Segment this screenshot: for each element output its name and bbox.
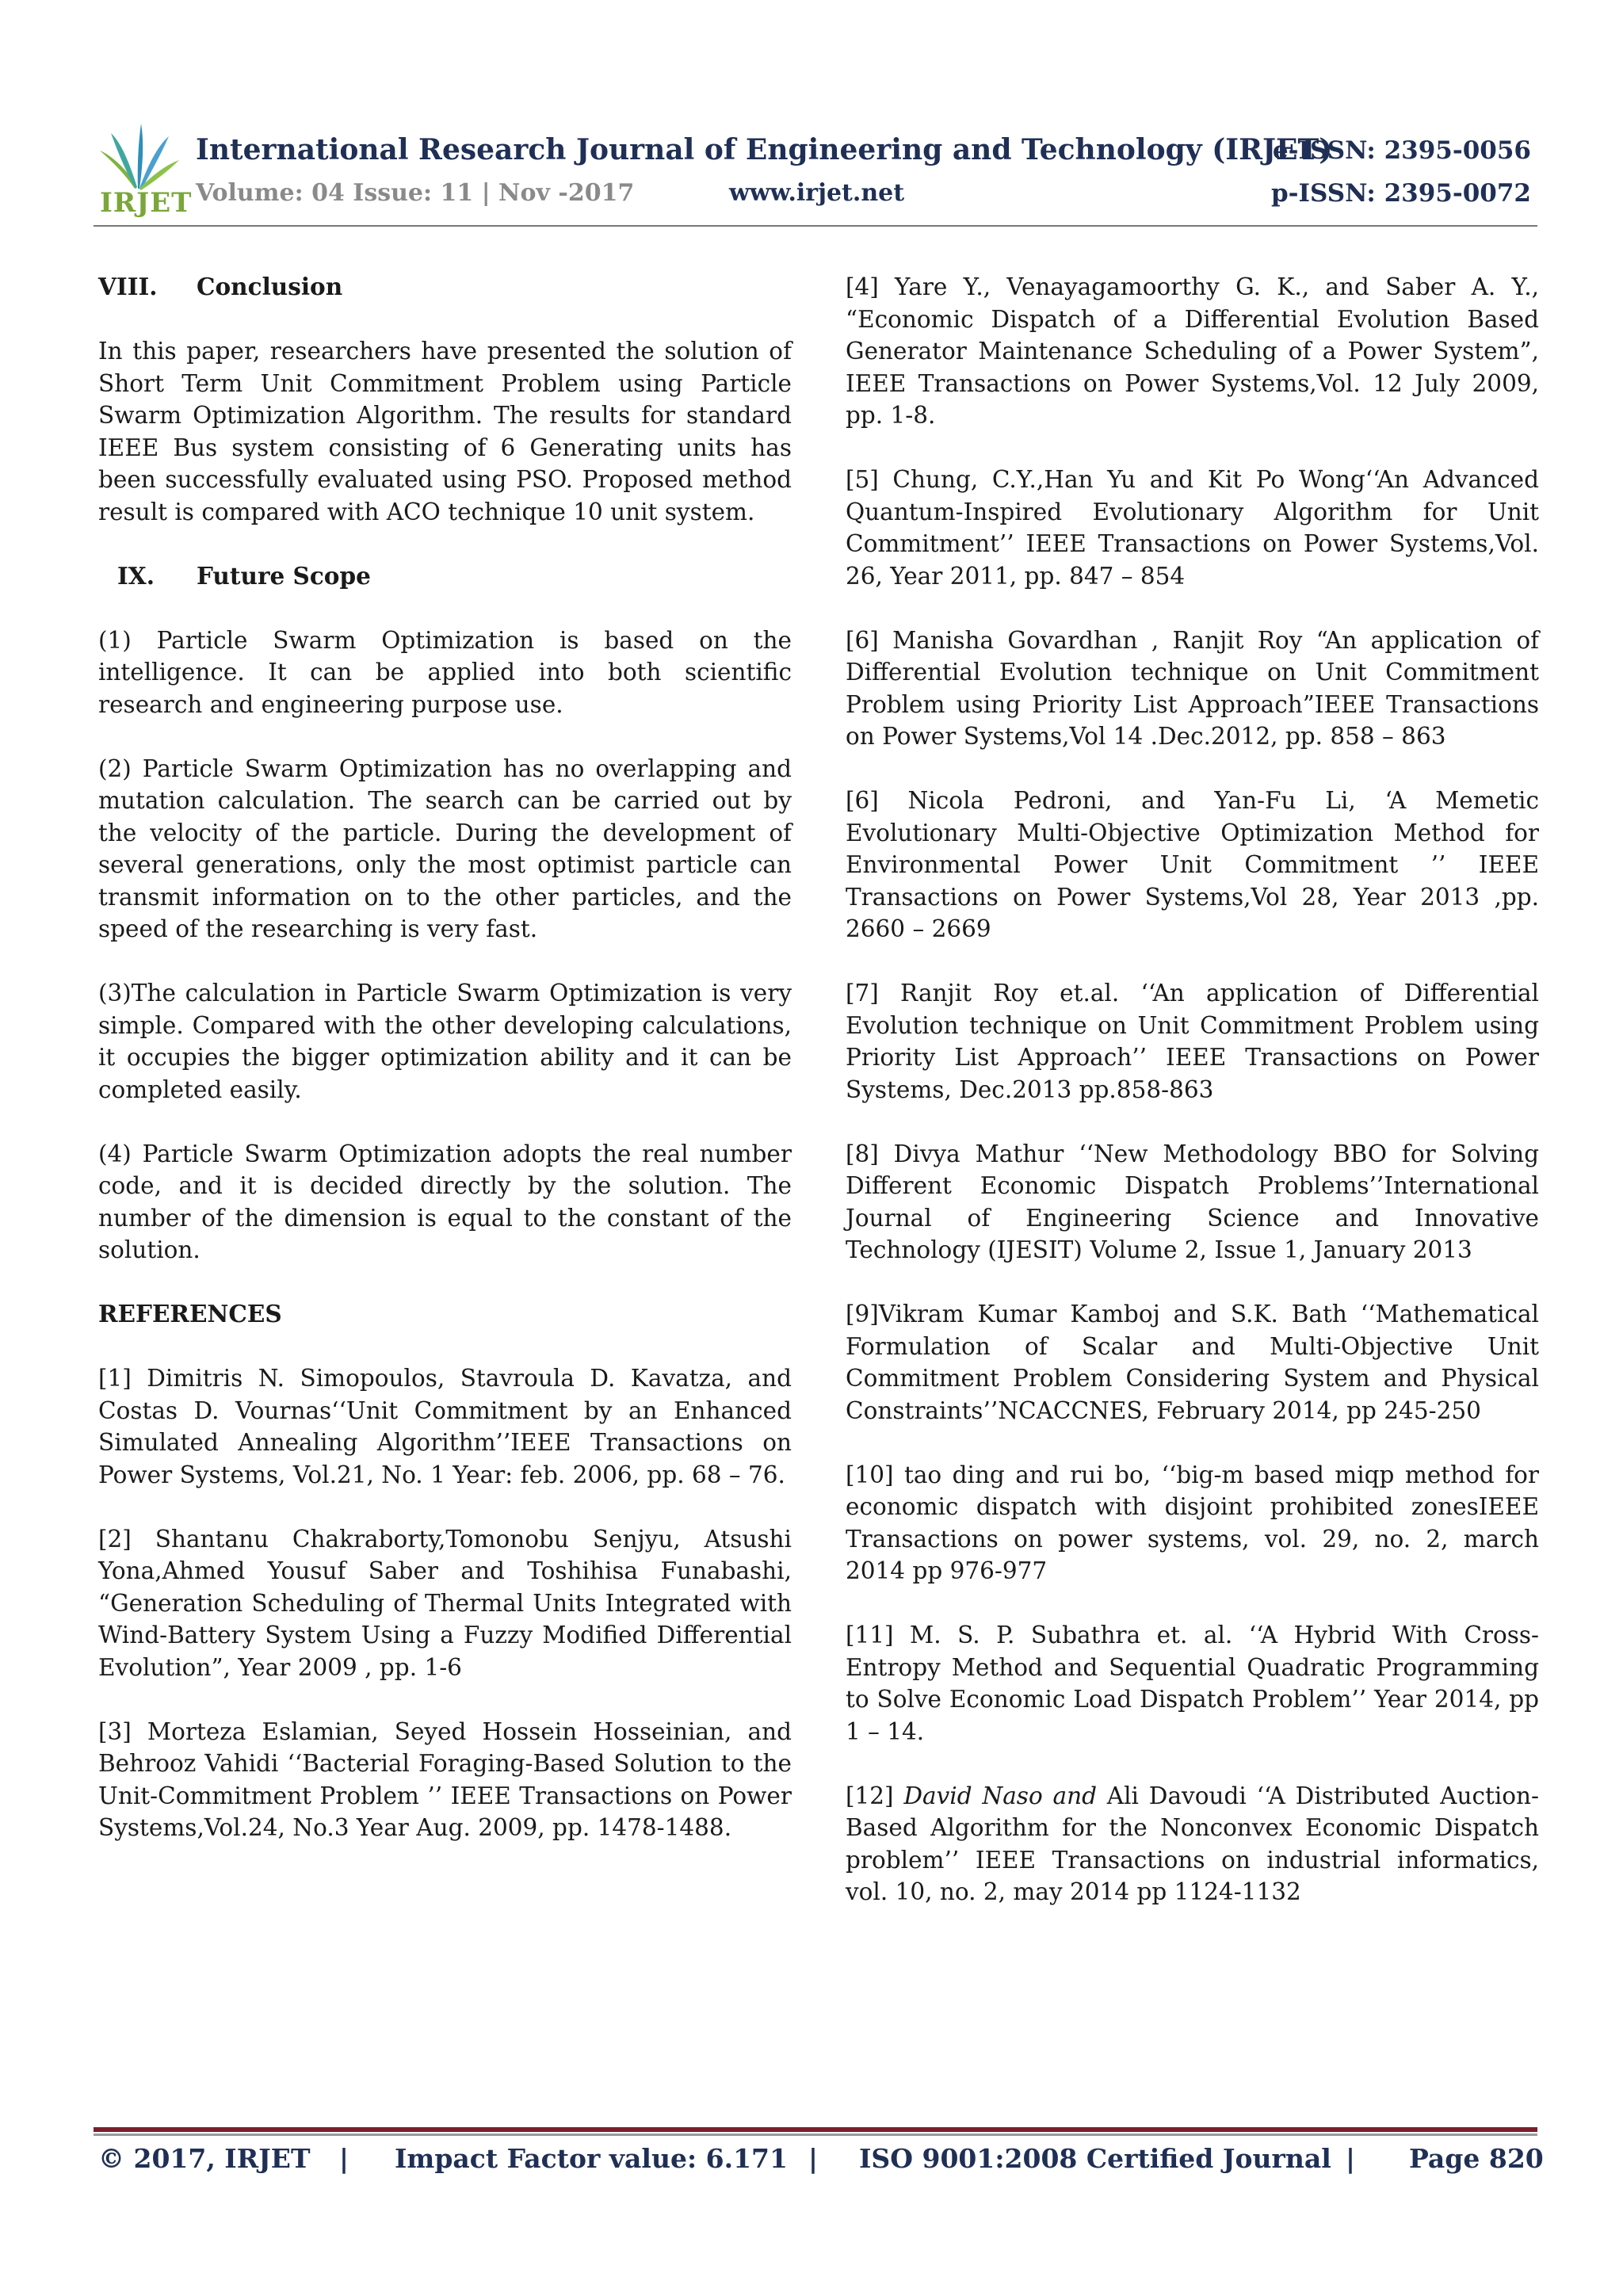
reference-item: [10] tao ding and rui bo, ‘‘big-m based miqp method for economic dispatch with disjoint prohibited zonesIEEE Transactions on power systems, vol. 29, no. 2, march 2014 pp 976-977 xyxy=(846,1461,1539,1584)
future-scope-title: Future Scope xyxy=(197,561,371,590)
footer-page-number: Page 820 xyxy=(1409,2143,1544,2174)
future-scope-number: IX. xyxy=(117,561,155,590)
left-column xyxy=(98,271,792,1876)
reference-item: [11] M. S. P. Subathra et. al. ‘‘A Hybrid With Cross-Entropy Method and Sequential Quadratic Programming to Solve Economic Load Dispatch Problem’’ Year 2014, pp 1 – 14. xyxy=(846,1622,1539,1745)
conclusion-number: VIII. xyxy=(98,273,158,300)
irjet-logo xyxy=(94,119,193,219)
footer-divider xyxy=(94,2127,1537,2132)
ref12-number: [12] xyxy=(846,1782,904,1809)
reference-item: [1] Dimitris N. Simopoulos, Stavroula D. Kavatza, and Costas D. Vournas‘‘Unit Commitment by an Enhanced Simulated Annealing Algorithm’’IEEE Transactions on Power Systems, Vol.21, No. 1 Year: feb. 2006, pp. 68 – 76. xyxy=(98,1365,792,1488)
p-issn: p-ISSN: 2395-0072 xyxy=(1270,179,1531,208)
conclusion-heading xyxy=(98,271,792,304)
reference-item: [2] Shantanu Chakraborty,Tomonobu Senjyu, Atsushi Yona,Ahmed Yousuf Saber and Toshihisa Funabashi, “Generation Scheduling of Thermal Units Integrated with Wind-Battery System Using a Fuzzy Modified Differential Evolution”, Year 2009 , pp. 1-6 xyxy=(98,1525,792,1681)
page-footer xyxy=(94,2143,1544,2183)
future-scope-point: (4) Particle Swarm Optimization adopts the real number code, and it is decided directly by the solution. The number of the dimension is equal to the constant of the solution. xyxy=(98,1140,792,1263)
reference-item: [9]Vikram Kumar Kamboj and S.K. Bath ‘‘Mathematical Formulation of Scalar and Multi-Objective Unit Commitment Problem Considering System and Physical Constraints’’NCACCNES, February 2014, pp 245-250 xyxy=(846,1301,1539,1424)
ref12-italic-author: David Naso and xyxy=(903,1782,1097,1809)
future-scope-point: (3)The calculation in Particle Swarm Optimization is very simple. Compared with the other developing calculations, it occupies the bigger optimization ability and it can be completed easily. xyxy=(98,980,792,1103)
logo-leaves-icon xyxy=(94,119,181,190)
reference-item: [5] Chung, C.Y.,Han Yu and Kit Po Wong‘‘An Advanced Quantum-Inspired Evolutionary Algorithm for Unit Commitment’’ IEEE Transactions on Power Systems,Vol. 26, Year 2011, pp. 847 – 854 xyxy=(846,466,1539,590)
footer-separator: | xyxy=(1346,2143,1356,2174)
reference-item: [8] Divya Mathur ‘‘New Methodology BBO for Solving Different Economic Dispatch Problems’’International Journal of Engineering Science and Innovative Technology (IJESIT) Volume 2, Issue 1, January 2013 xyxy=(846,1140,1539,1263)
references-heading: REFERENCES xyxy=(98,1300,282,1328)
footer-impact-factor: Impact Factor value: 6.171 xyxy=(395,2143,788,2174)
footer-divider-thin xyxy=(94,2134,1537,2136)
footer-separator: | xyxy=(339,2143,349,2174)
reference-item: [6] Nicola Pedroni, and Yan-Fu Li, ‘A Memetic Evolutionary Multi-Objective Optimization Method for Environmental Power Unit Commitment ’’ IEEE Transactions on Power Systems,Vol 28, Year 2013 ,pp. 2660 – 2669 xyxy=(846,787,1539,942)
journal-website[interactable]: www.irjet.net xyxy=(729,179,905,207)
journal-title: International Research Journal of Engineering and Technology (IRJET) xyxy=(196,133,1333,166)
ref12-rest: Ali Davoudi ‘‘A Distributed Auction-Based Algorithm for the Nonconvex Economic Dispatch problem’’ IEEE Transactions on industrial informatics, vol. 10, no. 2, may 2014 pp 1124-1132 xyxy=(846,1782,1540,1905)
logo-text: IRJET xyxy=(100,187,193,219)
footer-iso: ISO 9001:2008 Certified Journal xyxy=(859,2143,1331,2174)
future-scope-point: (2) Particle Swarm Optimization has no overlapping and mutation calculation. The search can be carried out by the velocity of the particle. During the development of several generations, only the most optimist particle can transmit information on to the other particles, and the speed of the researching is very fast. xyxy=(98,755,792,942)
volume-issue: Volume: 04 Issue: 11 | Nov -2017 xyxy=(196,179,635,207)
header-divider xyxy=(94,225,1537,227)
page-header xyxy=(0,0,1623,238)
reference-item: [4] Yare Y., Venayagamoorthy G. K., and Saber A. Y., “Economic Dispatch of a Differential Evolution Based Generator Maintenance Scheduling of a Power System”, IEEE Transactions on Power Systems,Vol. 12 July 2009, pp. 1-8. xyxy=(846,273,1539,429)
reference-item-12 xyxy=(846,1780,1539,1908)
conclusion-text: In this paper, researchers have presented the solution of Short Term Unit Commitment Problem using Particle Swarm Optimization Algorithm. The results for standard IEEE Bus system consisting of 6 Generating units has been successfully evaluated using PSO. Proposed method result is compared with ACO technique 10 unit system. xyxy=(98,338,792,525)
right-column xyxy=(846,271,1539,1940)
future-scope-heading xyxy=(98,560,792,593)
future-scope-point: (1) Particle Swarm Optimization is based on the intelligence. It can be applied into both scientific research and engineering purpose use. xyxy=(98,626,792,718)
reference-item: [7] Ranjit Roy et.al. ‘‘An application of Differential Evolution technique on Unit Commitment Problem using Priority List Approach’’ IEEE Transactions on Power Systems, Dec.2013 pp.858-863 xyxy=(846,980,1539,1103)
e-issn: e-ISSN: 2395-0056 xyxy=(1272,136,1531,165)
footer-separator: | xyxy=(808,2143,819,2174)
reference-item: [3] Morteza Eslamian, Seyed Hossein Hosseinian, and Behrooz Vahidi ‘‘Bacterial Foraging-Based Solution to the Unit-Commitment Problem ’’ IEEE Transactions on Power Systems,Vol.24, No.3 Year Aug. 2009, pp. 1478-1488. xyxy=(98,1717,792,1841)
conclusion-title: Conclusion xyxy=(197,273,343,300)
footer-copyright: © 2017, IRJET xyxy=(98,2143,311,2174)
reference-item: [6] Manisha Govardhan , Ranjit Roy “An application of Differential Evolution technique on Unit Commitment Problem using Priority List Approach”IEEE Transactions on Power Systems,Vol 14 .Dec.2012, pp. 858 – 863 xyxy=(846,626,1539,750)
